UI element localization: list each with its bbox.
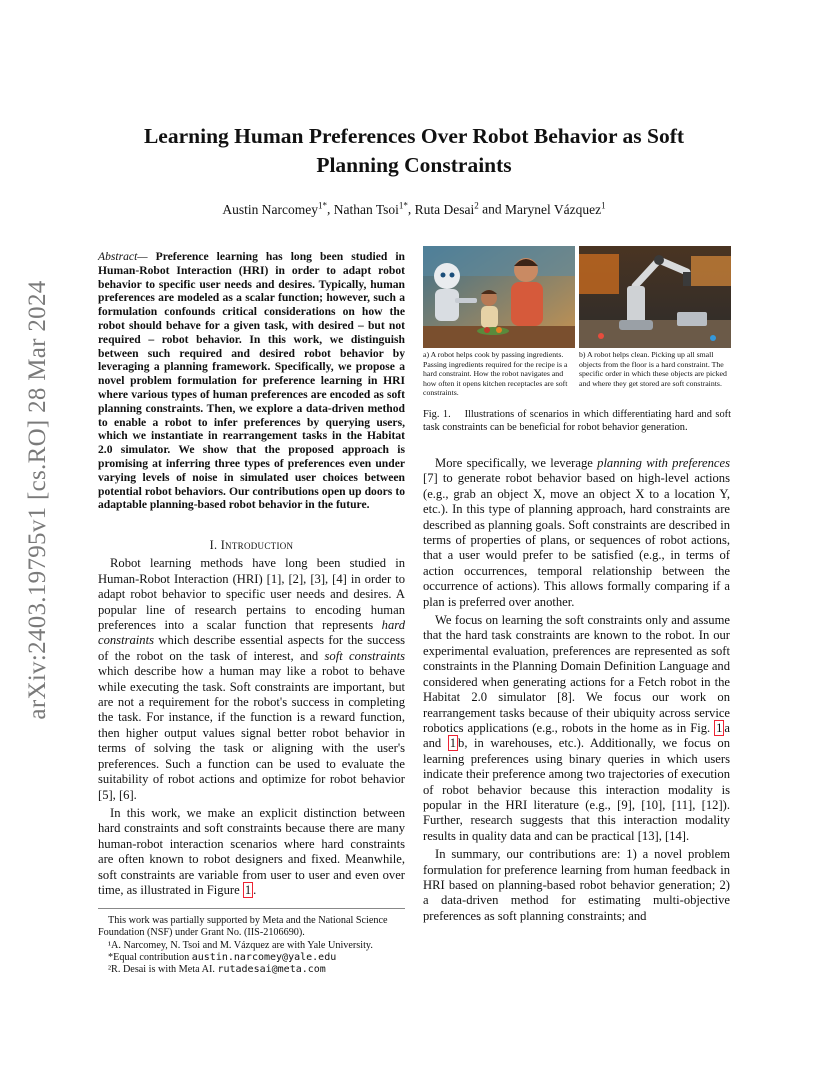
author-3: Ruta Desai$^2$: [414, 200, 479, 217]
abstract-lead: Abstract—: [98, 250, 148, 263]
intro-section: [98, 528, 405, 898]
footnote-equal-contribution: *Equal contribution austin.narcomey@yale.edu: [108, 951, 337, 963]
right-paragraph-2: We focus on learning the soft constraints only and assume that the hard task constraints are known to the robot. In our experimental evaluation, preferences are represented as soft constraints in the Planning Domain Definition Language and considered when generating actions for a Fetch robot in the Habitat 2.0 simulator [8]. We focus our work on rearrangement tasks because of their ubiquity across service robotics applications (e.g., robots in the home as in Fig. 1 a and 1 b, in warehouses, etc.). Additionally, we focus on learning preferences using binary queries in which users indicate their preference among two trajectories of execution of robot behavior because this interaction modality is popular in the HRI literature (e.g., [9], [10], [11], [12]). Further, research suggests that this interaction modality results in quality data and can be practical [13], [14].: [423, 613, 730, 843]
email-austin: austin.narcomey@yale.edu: [191, 951, 337, 963]
footnote-funding: This work was partially supported by Meta and the National Science Foundation (NSF) under Grant No. (IIS-2106690).: [98, 915, 388, 939]
footnote-affiliation-2: ²R. Desai is with Meta AI. rutadesai@meta.com: [108, 964, 326, 976]
title-line-1: Learning Human Preferences Over Robot Behavior as Soft: [143, 124, 685, 148]
intro-paragraph-2: In this work, we make an explicit distinction between hard constraints and soft constraints because there are many human-robot interaction scenarios where hard constraints are often known to robot designers and fixed. Meanwhile, soft constraints are variable from user to user and even over time, as illustrated in Figure 1 .: [98, 805, 405, 897]
figure-caption-text: Illustrations of scenarios in which differentiating hard and soft task constraints can be beneficial for robot behavior generation.: [423, 408, 731, 433]
abstract: [98, 250, 405, 512]
author-1: Austin Narcomey$^{1*}$: [222, 200, 327, 217]
figure-1a-link[interactable]: 1: [716, 720, 723, 735]
footnotes: [98, 908, 405, 976]
paper-title: [100, 122, 728, 180]
arxiv-id-text: arXiv:2403.19795v1 [cs.RO] 28 Mar 2024: [24, 280, 51, 720]
figure-label: Fig. 1.: [423, 408, 451, 420]
email-ruta: rutadesai@meta.com: [217, 964, 326, 976]
right-column-body: [423, 456, 730, 924]
intro-paragraph-1: Robot learning methods have long been studied in Human-Robot Interaction (HRI) [1], [2], [3], [4] in order to adapt robot behavior to specific user needs and desires. A popular line of research pertains to encoding human preferences into a scalar function that represents hard constraints which describe essential aspects for the success of the robot on the task of interest, and soft constraints which describe how a human may like a robot to behave while executing the task. Soft constraints are important, but are not a requirement for the robot's success in completing the task. For instance, if the function is a reward function, then higher output values signal better robot behavior in terms of solving the task or aligning with the user's preferences. Such a function can be used to evaluate the suitability of robot actions and optimize for robot behavior [5], [6].: [98, 556, 405, 802]
footnote-affiliation-1: ¹A. Narcomey, N. Tsoi and M. Vázquez are with Yale University.: [108, 939, 373, 951]
right-paragraph-1: More specifically, we leverage planning with preferences [7] to generate robot behavior based on high-level actions (e.g., grab an object X, move an object X to a location Y, etc.). In this type of planning approach, hard constraints are described as planning goals. Soft constraints are described in terms of properties of plans, or sequences of robot actions, that a user would prefer to be satisfied (e.g., in terms of action occurrences, temporal relationship between the occurrence of actions). This allows formally comparing if a plan is preferred over another.: [423, 456, 730, 609]
figure-panel-b: [579, 246, 731, 398]
panel-b-caption: b) A robot helps clean. Picking up all small objects from the floor is a hard constraint. The specific order in which these objects are picked and where they get stored are soft constraints.: [579, 350, 727, 388]
right-paragraph-3: In summary, our contributions are: 1) a novel problem formulation for preference learning from human feedback in HRI based on planning-based robot behavior generation; 2) a data-driven method for estimating multi-objective preferences as soft planning constraints; and: [423, 847, 730, 923]
panel-a-caption: a) A robot helps cook by passing ingredients. Passing ingredients required for the recipe is a hard constraint. How the robot navigates and how often it opens kitchen receptacles are soft constraints.: [423, 350, 568, 398]
figure-caption: [423, 409, 731, 435]
title-line-2: Planning Constraints: [316, 153, 512, 177]
kitchen-robot-image: [423, 246, 575, 348]
author-list: Austin Narcomey$^{1*}$, Nathan Tsoi$^{1*}$, Ruta Desai$^2$ and Marynel Vázquez$^1$: [222, 200, 606, 217]
section-heading-introduction: I. Introduction: [209, 538, 294, 552]
author-4: Marynel Vázquez$^1$: [505, 200, 606, 217]
figure-1-link[interactable]: 1: [244, 882, 252, 897]
figure-panel-a: [423, 246, 575, 398]
figure-1: [423, 246, 731, 435]
arxiv-identifier: [18, 110, 58, 890]
figure-panels: [423, 246, 731, 398]
cleaning-robot-image: [579, 246, 731, 348]
author-2: Nathan Tsoi$^{1*}$: [333, 200, 408, 217]
figure-1b-link[interactable]: 1: [449, 736, 457, 751]
abstract-text: Preference learning has long been studied in Human-Robot Interaction (HRI) in order to adapt robot behavior to specific user needs and desires. Typically, human preferences are modeled as a scalar function; however, such a formulation confounds critical considerations on how the robot should behave for a given task, with desired – but not required – robot behavior. In this work, we distinguish between such required and desired robot behavior by leveraging a planning framework. Specifically, we propose a novel problem formulation for preference learning in HRI where various types of human preferences are encoded as soft planning constraints. Then, we explore a data-driven method to enable a robot to infer preferences by querying users, which we instantiate in rearrangement tasks in the Habitat 2.0 simulator. We show that the proposed approach is promising at inferring three types of preferences even under varying levels of noise in simulated user choices between potential robot behaviors. Our contributions open up doors to adaptable planning-based robot behavior in the future.: [98, 250, 405, 512]
